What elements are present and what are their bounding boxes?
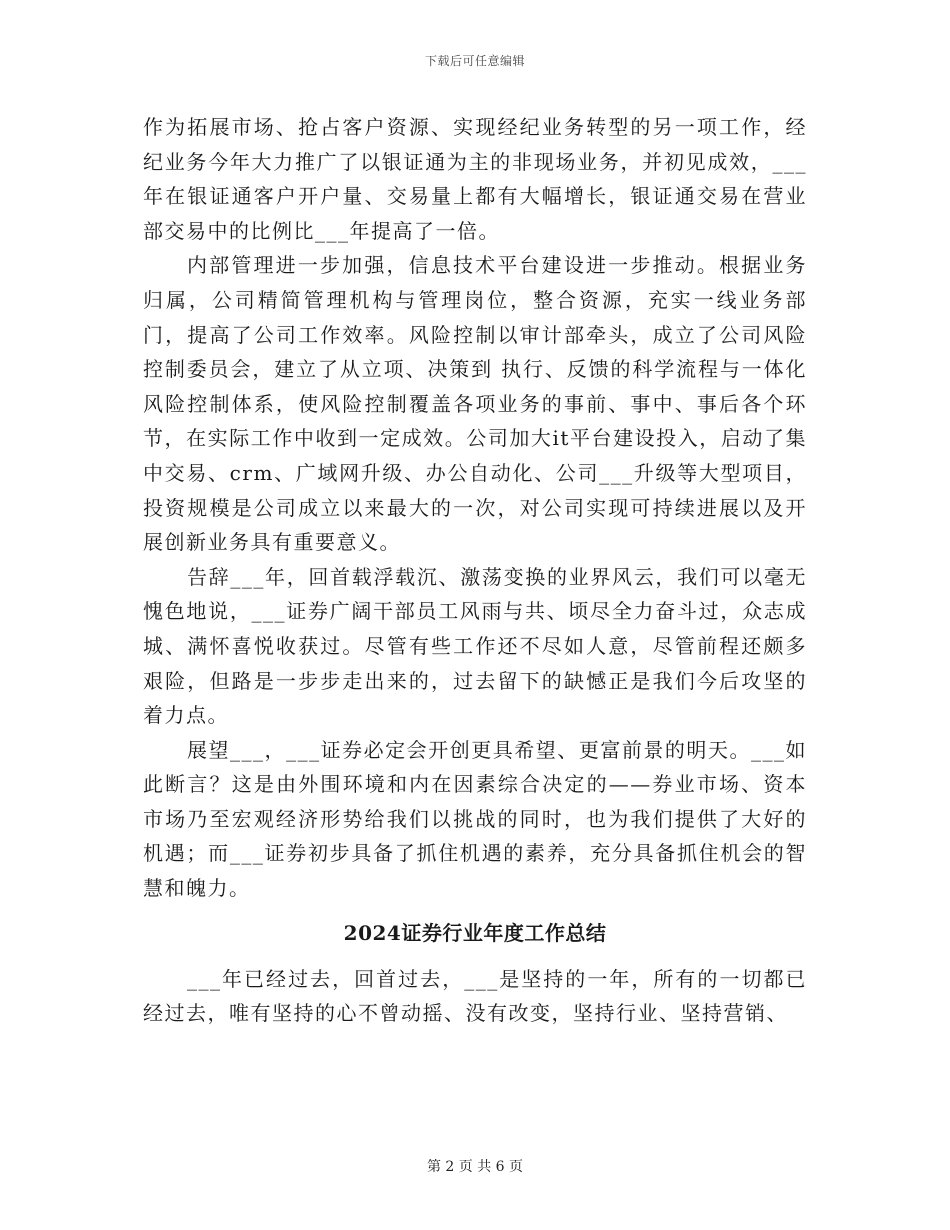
section-title: 2024证券行业年度工作总结	[343, 920, 607, 945]
page-header-note: 下载后可任意编辑	[424, 54, 525, 68]
paragraph-section-intro: ___年已经过去，回首过去，___是坚持的一年，所有的一切都已经过去，唯有坚持的心不曾动摇、没有改变，坚持行业、坚持营销、	[143, 966, 807, 1026]
paragraph-internal-management: 内部管理进一步加强，信息技术平台建设进一步推动。根据业务归属，公司精简管理机构与管理岗位，整合资源，充实一线业务部门，提高了公司工作效率。风险控制以审计部牵头，成立了公司风险控制委员会，建立了从立项、决策到 执行、反馈的科学流程与一体化风险控制体系，使风险控制覆盖各项业务的事前、事中、事后各个环节，在实际工作中收到一定成效。公司加大it平台建设投入，启动了集中交易、crm、广域网升级、办公自动化、公司___升级等大型项目，投资规模是公司成立以来最大的一次，对公司实现可持续进展以及开展创新业务具有重要意义。	[143, 253, 807, 555]
page-number: 第 2 页 共 6 页	[426, 1159, 524, 1175]
paragraph-farewell: 告辞___年，回首载浮载沉、激荡变换的业界风云，我们可以毫无愧色地说，___证券广阔干部员工风雨与共、顷尽全力奋斗过，众志成城、满怀喜悦收获过。尽管有些工作还不尽如人意，尽管前程还颇多艰险，但路是一步步走出来的，过去留下的缺憾正是我们今后攻坚的着力点。	[143, 564, 807, 728]
document-body	[143, 110, 807, 1031]
paragraph-outlook: 展望___，___证券必定会开创更具希望、更富前景的明天。___如此断言？这是由外围环境和内在因素综合决定的——券业市场、资本市场乃至宏观经济形势给我们以挑战的同时，也为我们提供了大好的机遇；而___证券初步具备了抓住机遇的素养，充分具备抓住机会的智慧和魄力。	[143, 737, 807, 901]
paragraph-brokerage: 作为拓展市场、抢占客户资源、实现经纪业务转型的另一项工作，经纪业务今年大力推广了以银证通为主的非现场业务，并初见成效，___年在银证通客户开户量、交易量上都有大幅增长，银证通交易在营业部交易中的比例比___年提高了一倍。	[143, 115, 807, 243]
